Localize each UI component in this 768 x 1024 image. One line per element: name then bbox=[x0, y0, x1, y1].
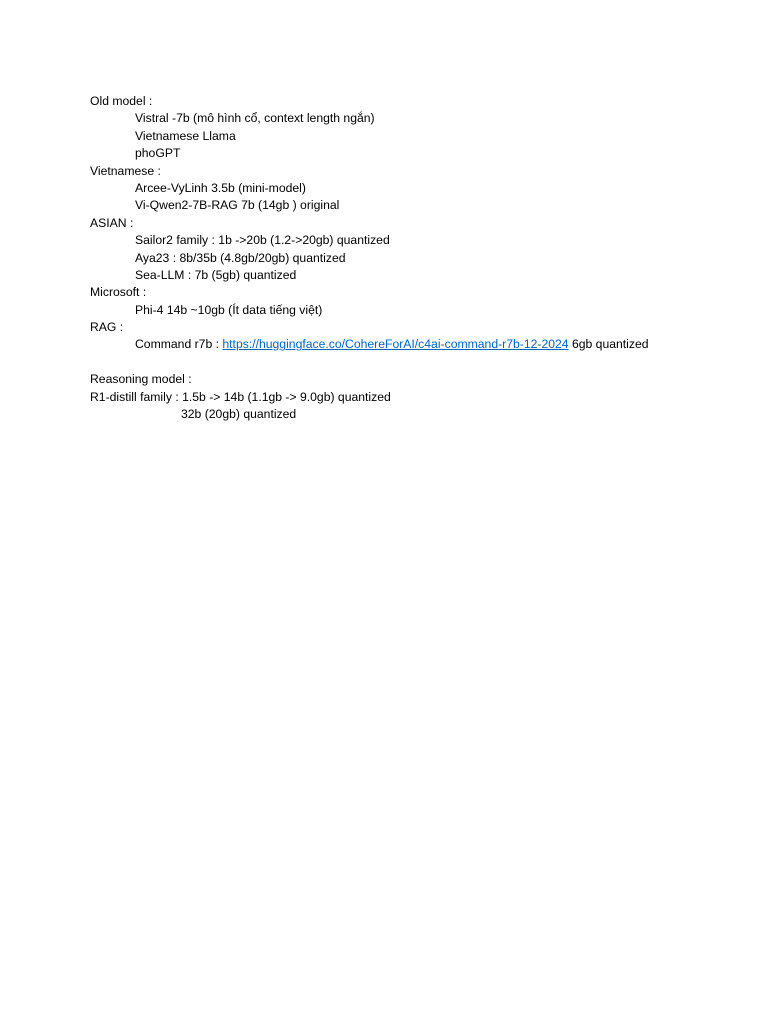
list-item: Vistral -7b (mô hình cổ, context length ngắn) bbox=[135, 111, 375, 126]
list-item: Sailor2 family : 1b ->20b (1.2->20gb) quantized bbox=[135, 233, 390, 248]
section-heading-reasoning: Reasoning model : bbox=[90, 372, 192, 387]
section-heading-asian: ASIAN : bbox=[90, 215, 134, 230]
section-heading-vietnamese: Vietnamese : bbox=[90, 163, 161, 178]
rag-item-line bbox=[90, 336, 750, 353]
section-heading-old-model: Old model : bbox=[90, 94, 153, 108]
reasoning-line-1: R1-distill family : 1.5b -> 14b (1.1gb -> 9.0gb) quantized bbox=[90, 389, 391, 404]
list-item: Vietnamese Llama bbox=[135, 128, 236, 143]
section-heading-rag: RAG : bbox=[90, 320, 124, 335]
list-item: Phi-4 14b ~10gb (Ít data tiếng việt) bbox=[135, 302, 323, 317]
document-body bbox=[90, 93, 750, 423]
blank-line bbox=[90, 354, 750, 371]
rag-item-suffix: 6gb quantized bbox=[568, 337, 649, 352]
list-item: Vi-Qwen2-7B-RAG 7b (14gb ) original bbox=[135, 198, 340, 213]
list-item: phoGPT bbox=[135, 146, 181, 161]
list-item: Arcee-VyLinh 3.5b (mini-model) bbox=[135, 180, 306, 195]
huggingface-link[interactable]: https://huggingface.co/CohereForAI/c4ai-command-r7b-12-2024 bbox=[222, 337, 569, 352]
list-item: Sea-LLM : 7b (5gb) quantized bbox=[135, 267, 297, 282]
list-item: Aya23 : 8b/35b (4.8gb/20gb) quantized bbox=[135, 250, 346, 265]
rag-item-prefix: Command r7b : bbox=[135, 337, 223, 352]
reasoning-line-2: 32b (20gb) quantized bbox=[181, 407, 297, 422]
section-heading-microsoft: Microsoft : bbox=[90, 285, 147, 300]
